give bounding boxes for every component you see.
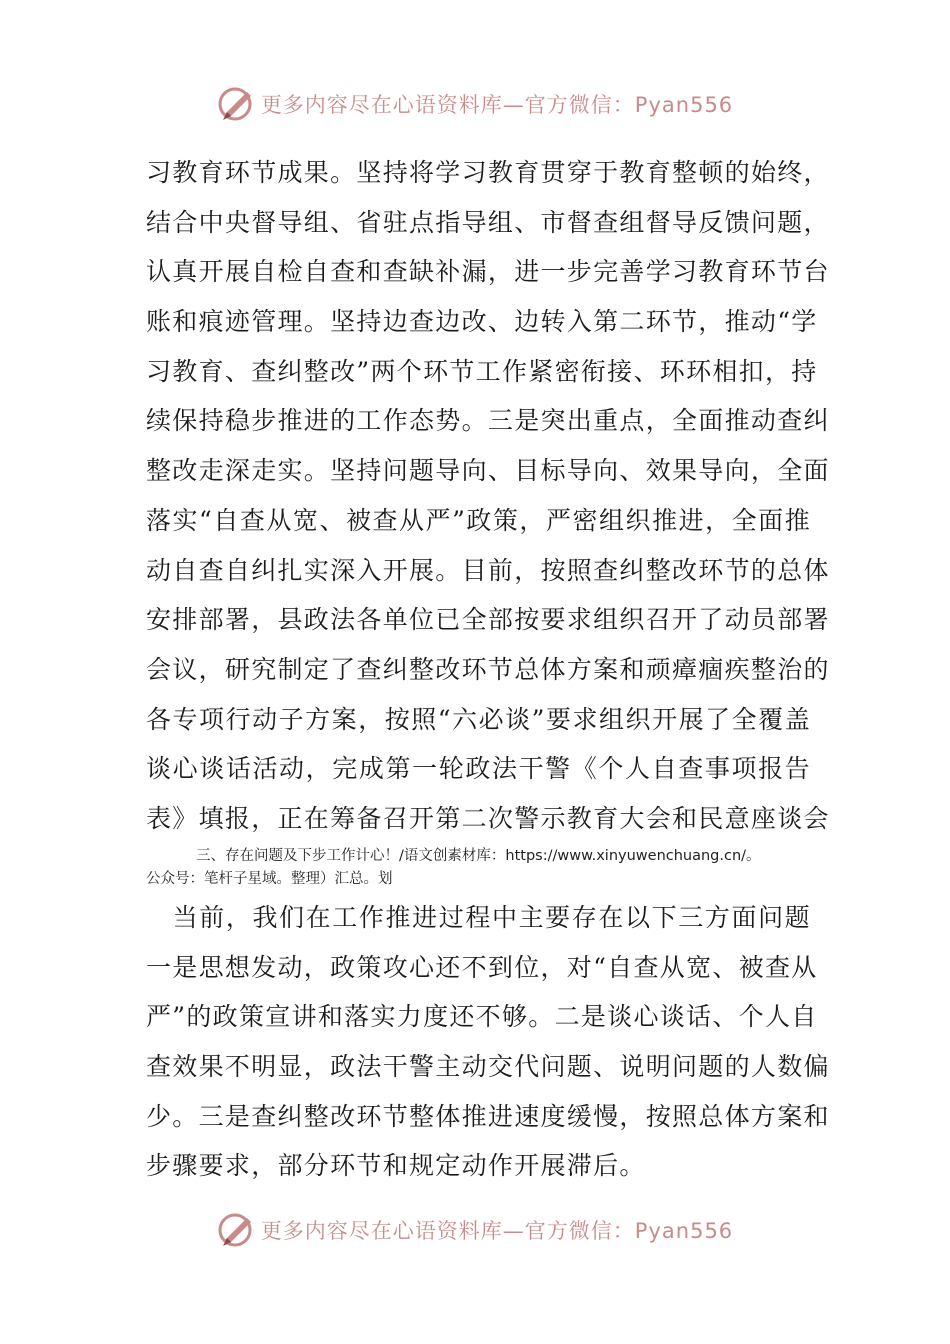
text-line: 认真开展自检自查和查缺补漏，进一步完善学习教育环节台 xyxy=(146,257,830,287)
text-line: 一是思想发动，政策攻心还不到位，对“自查从宽、被查从 xyxy=(146,952,818,982)
pen-logo-icon xyxy=(217,84,257,124)
paragraph-2 xyxy=(146,893,830,1191)
text-line: 整改走深走实。坚持问题导向、目标导向、效果导向，全面 xyxy=(146,456,830,486)
text-line: 习教育环节成果。坚持将学习教育贯穿于教育整顿的始终， xyxy=(146,158,830,187)
text-line: 谈心谈话活动，完成第一轮政法干警《个人自查事项报告 xyxy=(146,754,811,784)
text-line: 严”的政策宣讲和落实力度还不够。二是谈心谈话、个人自 xyxy=(146,1002,818,1032)
text-line: 习教育、查纠整改”两个环节工作紧密衔接、环环相扣，持 xyxy=(146,356,818,386)
text-line: 落实“自查从宽、被查从严”政策，严密组织推进，全面推 xyxy=(146,505,811,535)
text-line: 安排部署，县政法各单位已全部按要求组织召开了动员部署 xyxy=(146,605,830,635)
text-line: 结合中央督导组、省驻点指导组、市督查组督导反馈问题， xyxy=(146,207,830,237)
text-line: 查效果不明显，政法干警主动交代问题、说明问题的人数偏 xyxy=(146,1052,830,1082)
source-note-line-1: 三、存在问题及下步工作计心！/语文创素材库：https://www.xinyuwenchuang.cn/。 xyxy=(196,848,761,864)
text-line: 各专项行动子方案，按照“六必谈”要求组织开展了全覆盖 xyxy=(146,704,811,734)
header-watermark xyxy=(0,81,950,127)
text-line: 步骤要求，部分环节和规定动作开展滞后。 xyxy=(146,1151,646,1181)
source-note-line-2: 公众号：笔杆子星域。整理）汇总。划 xyxy=(146,871,393,887)
text-line: 表》填报，正在筹备召开第二次警示教育大会和民意座谈会 xyxy=(146,803,830,833)
watermark-text: 更多内容尽在心语资料库—官方微信：Pyan556 xyxy=(260,1219,734,1243)
text-line: 少。三是查纠整改环节整体推进速度缓慢，按照总体方案和 xyxy=(146,1101,830,1131)
text-line: 账和痕迹管理。坚持边查边改、边转入第二环节，推动“学 xyxy=(146,307,818,337)
paragraph-1 xyxy=(146,148,830,844)
text-line: 当前，我们在工作推进过程中主要存在以下三方面问题 xyxy=(146,903,811,932)
pen-logo-icon xyxy=(217,1210,257,1250)
text-line: 会议，研究制定了查纠整改环节总体方案和顽瘴痼疾整治的 xyxy=(146,654,830,684)
text-line: 续保持稳步推进的工作态势。三是突出重点，全面推动查纠 xyxy=(146,406,830,436)
watermark-text: 更多内容尽在心语资料库—官方微信：Pyan556 xyxy=(260,93,734,117)
footer-watermark xyxy=(0,1207,950,1253)
text-line: 动自查自纠扎实深入开展。目前，按照查纠整改环节的总体 xyxy=(146,555,830,585)
